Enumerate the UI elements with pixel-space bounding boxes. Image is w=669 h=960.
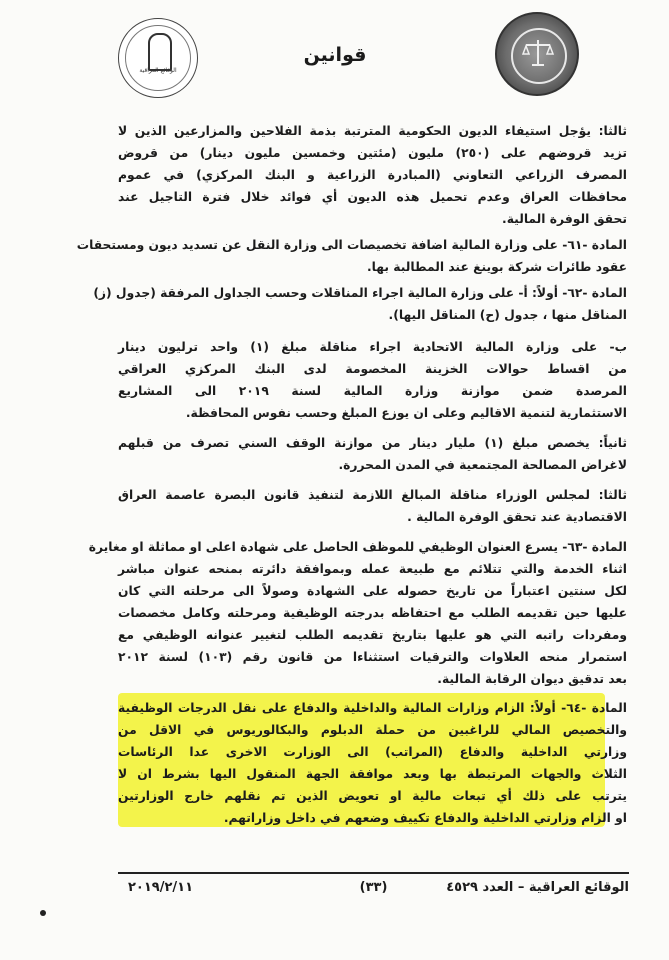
text-line: المادة -٦٢- أولاً: أ- على وزارة المالية اجراء المناقلات وحسب الجداول المرفقة (جدول (ز) (93, 286, 627, 300)
text-line: اثناء الخدمة والتي تتلائم مع طبيعة عمله وبموافقة دائرته بمنحه عنوان مباشر (118, 562, 627, 576)
paragraph (93, 282, 627, 326)
paragraph (118, 336, 627, 424)
text-line: تزيد قروضهم على (٢٥٠) مليون (مئتين وخمسين مليون دينار) من قروض (118, 146, 627, 160)
margin-dot (40, 910, 46, 916)
text-line: عليها حين تقديمه الطلب مع احتفاظه بدرجته الوظيفية ومرحلته وكامل مخصصات (118, 606, 627, 620)
text-line: المصرف الزراعي التعاوني (المبادرة الزراعية و البنك المركزي) في عموم (118, 168, 627, 182)
text-line: المرصدة ضمن موازنة وزارة المالية لسنة ٢٠١٩ الى المشاريع (118, 384, 627, 398)
footer-date: ٢٠١٩/٢/١١ (128, 880, 194, 895)
paragraph (118, 120, 627, 230)
text-line: والتخصيص المالي للراغبين من حملة الدبلوم والبكالوريوس في الاقل من (118, 723, 627, 737)
text-line: ثالثا: لمجلس الوزراء مناقلة المبالغ اللازمة لتنفيذ قانون البصرة عاصمة العراق (118, 488, 627, 502)
text-line: وزارتي الداخلية والدفاع (المراتب) الى الوزارت الاخرى عدا الرئاسات (118, 745, 627, 759)
text-line: لاغراض المصالحة المجتمعية في المدن المحررة. (338, 458, 627, 472)
section-title: قوانين (303, 44, 367, 66)
paragraph (88, 536, 627, 690)
footer-publication: الوقائع العراقية – العدد ٤٥٢٩ (446, 880, 629, 895)
page-footer (118, 880, 629, 902)
paragraph (118, 484, 627, 528)
text-line: المادة -٦١- على وزارة المالية اضافة تخصيصات الى وزارة النقل عن تسديد ديون ومستحقات (76, 238, 627, 252)
gazette-logo (118, 18, 198, 98)
text-line: ب- على وزارة المالية الاتحادية اجراء مناقلة مبلغ (١) واحد ترليون دينار (118, 340, 627, 354)
footer-page-number: (٣٣) (359, 880, 388, 895)
text-line: بعد تدقيق ديوان الرقابة المالية. (437, 672, 627, 686)
paragraph (118, 432, 627, 476)
text-line: يترتب على ذلك أي تبعات مالية او تعويض الذين تم نقلهم خارج الوزارتين (118, 789, 627, 803)
footer-rule (118, 872, 629, 874)
text-line: المادة -٦٣- يسرع العنوان الوظيفي للموظف الحاصل على شهادة اعلى او مماثلة او مغايرة (88, 540, 627, 554)
text-line: الاستثمارية لتنمية الاقاليم وعلى ان يوزع المبلغ وحسب نفوس المحافظة. (185, 406, 627, 420)
text-line: لكل سنتين اعتباراً من تاريخ حصوله على الشهادة وصولاً الى مرحلته التي كان (118, 584, 627, 598)
text-line: استمرار منحه العلاوات والترقيات استثناءا من قانون رقم (١٠٣) لسنة ٢٠١٢ (118, 650, 627, 664)
gazette-logo-text: الوقائع العراقية (139, 67, 177, 74)
text-line: المادة -٦٤- أولاً: الزام وزارات المالية والداخلية والدفاع على نقل الدرجات الوظيفية (118, 701, 627, 715)
ministry-justice-emblem (495, 12, 579, 96)
text-line: ومفردات راتبه التي هو عليها بتاريخ تقديمه الطلب لتغيير عنوانه الوظيفي مع (118, 628, 627, 642)
paragraph (76, 234, 627, 278)
text-line: الثلاث والجهات المرتبطة بها وبعد موافقة الجهة المنقول اليها بشرط ان لا (118, 767, 627, 781)
text-line: الاقتصادية عند تحقق الوفرة المالية . (407, 510, 627, 524)
text-line: محافظات العراق وعدم تحميل هذه الديون أي فوائد خلال فترة التاجيل عند (118, 190, 627, 204)
scales-of-justice-icon (521, 36, 555, 70)
text-line: عقود طائرات شركة بوينغ عند المطالبة بها. (366, 260, 627, 274)
text-line: من اقساط حوالات الخزينة المخصومة لدى البنك المركزي العراقي (118, 362, 627, 376)
text-line: ثانياً: يخصص مبلغ (١) مليار دينار من موازنة الوقف السني تصرف من قبلهم (118, 436, 627, 450)
text-line: المناقل منها ، جدول (ح) المناقل اليها). (388, 308, 627, 322)
text-line: او الزام وزارتي الداخلية والدفاع تكييف وضعهم في داخل وزاراتهم. (223, 811, 627, 825)
text-line: ثالثا: يؤجل استيفاء الديون الحكومية المترتبة بذمة الفلاحين والمزارعين الذين لا (118, 124, 627, 138)
text-line: تحقق الوفرة المالية. (502, 212, 627, 226)
paragraph (118, 697, 627, 829)
pen-nib-icon (148, 33, 172, 71)
